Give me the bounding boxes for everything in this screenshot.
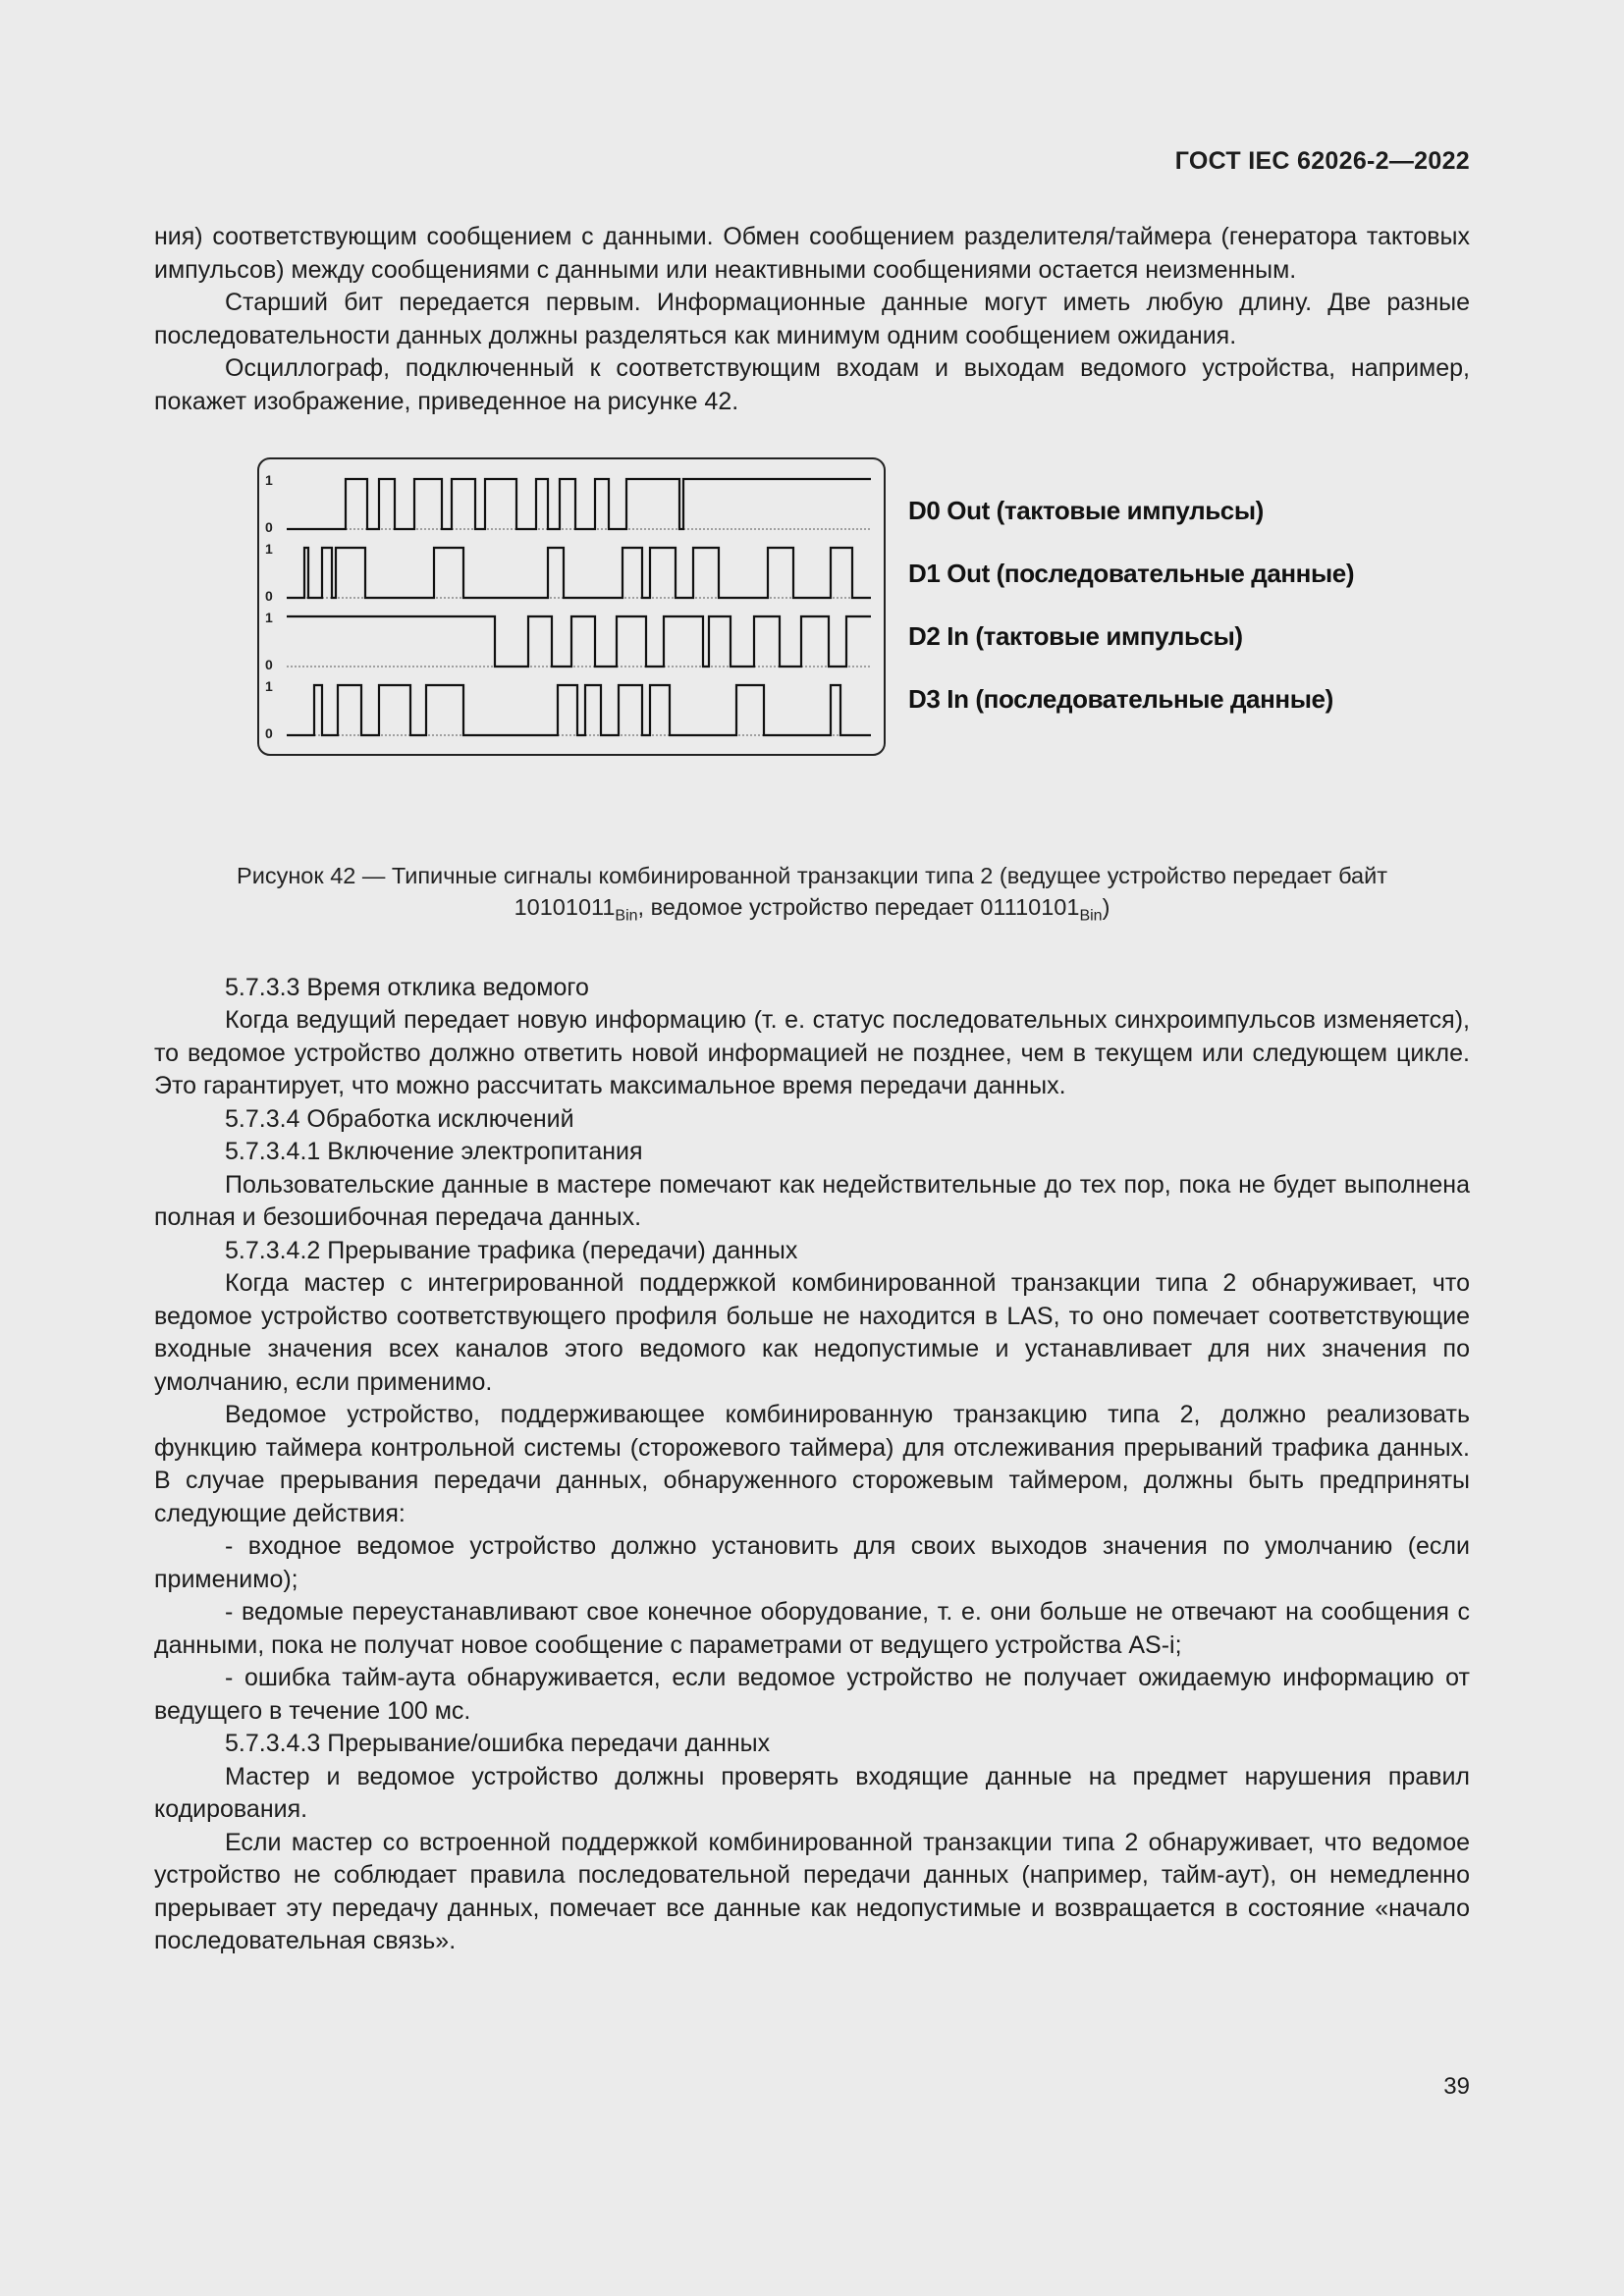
figure-caption — [154, 860, 1470, 933]
level-label-0: 0 — [265, 657, 273, 672]
page-number: 39 — [1443, 2073, 1470, 2100]
caption-text: ) — [1102, 894, 1110, 920]
paragraph: Осциллограф, подключенный к соответствующим входам и выходам ведомого устройства, например, покажет изображение, приведенное на рисунке 42. — [154, 354, 1470, 415]
section-heading: 5.7.3.3 Время отклика ведомого — [225, 973, 589, 1001]
signal-d1-out — [287, 548, 871, 598]
caption-line-2 — [154, 891, 1470, 933]
figure-42 — [154, 457, 1470, 860]
level-labels — [265, 472, 273, 741]
caption-subscript: Bin — [615, 907, 638, 925]
dotted-baselines — [287, 529, 871, 735]
level-label-0: 0 — [265, 588, 273, 604]
paragraph: Старший бит передается первым. Информационные данные могут иметь любую длину. Две разные последовательности данных должны разделяться как минимум одним сообщением ожидания. — [154, 289, 1470, 349]
section-heading: 5.7.3.4 Обработка исключений — [225, 1104, 574, 1133]
paragraph: ния) соответствующим сообщением с данными. Обмен сообщением разделителя/таймера (генератора тактовых импульсов) между сообщениями с данными или неактивными сообщениями остается неизменным. — [154, 223, 1470, 284]
document-header: ГОСТ IEC 62026-2—2022 — [1174, 147, 1470, 175]
caption-slave-byte: 01110101 — [980, 894, 1080, 920]
level-label-1: 1 — [265, 541, 273, 557]
level-label-1: 1 — [265, 610, 273, 625]
oscilloscope-frame — [258, 458, 885, 755]
paragraph: Когда мастер с интегрированной поддержкой комбинированной транзакции типа 2 обнаруживает, что ведомое устройство соответствующего профиля больше не находится в LAS, то оно помечает соответствующие входные значения всех каналов этого ведомого как недопустимые и устанавливает для них значения по умолчанию, если применимо. — [154, 1269, 1470, 1396]
list-item: - ведомые переустанавливают свое конечное оборудование, т. е. они больше не отвечают на сообщения с данными, пока не получат новое сообщение с параметрами от ведущего устройства AS-i; — [154, 1598, 1470, 1659]
page-content — [154, 221, 1470, 1958]
section-heading: 5.7.3.4.3 Прерывание/ошибка передачи данных — [225, 1730, 771, 1758]
paragraph: Пользовательские данные в мастере помечают как недействительные до тех пор, пока не будет выполнена полная и безошибочная передача данных. — [154, 1170, 1470, 1232]
signal-d0-out — [287, 479, 871, 529]
paragraph: Мастер и ведомое устройство должны проверять входящие данные на предмет нарушения правил кодирования. — [154, 1762, 1470, 1824]
signal-d2-in — [287, 616, 871, 667]
list-item: - входное ведомое устройство должно установить для своих выходов значения по умолчанию (если применимо); — [154, 1532, 1470, 1593]
signal-d3-in — [287, 685, 871, 735]
paragraph: Если мастер со встроенной поддержкой комбинированной транзакции типа 2 обнаруживает, что ведомое устройство не соблюдает правила последовательной передачи данных (например, тайм-аут), он немедленно прерывает эту передачу данных, помечает все данные как недопустимые и возвращается в состояние «начало последовательная связь». — [154, 1828, 1470, 1955]
oscilloscope-diagram — [257, 457, 886, 756]
legend-d3-in: D3 In (последовательные данные) — [908, 684, 1333, 714]
section-heading: 5.7.3.4.2 Прерывание трафика (передачи) данных — [225, 1236, 798, 1264]
paragraph: Ведомое устройство, поддерживающее комбинированную транзакцию типа 2, должно реализовать функцию таймера контрольной системы (сторожевого таймера) для отслеживания прерываний трафика данных. В случае прерывания передачи данных, обнаруженного сторожевым таймером, должны быть предприняты следующие действия: — [154, 1401, 1470, 1527]
legend-d0-out: D0 Out (тактовые импульсы) — [908, 496, 1264, 525]
level-label-0: 0 — [265, 725, 273, 741]
caption-text: , ведомое устройство передает — [637, 894, 981, 920]
legend-d2-in: D2 In (тактовые импульсы) — [908, 621, 1243, 651]
caption-subscript: Bin — [1079, 907, 1103, 925]
caption-line-1: Рисунок 42 — Типичные сигналы комбинированной транзакции типа 2 (ведущее устройство передает байт — [237, 863, 1387, 888]
paragraph: Когда ведущий передает новую информацию (т. е. статус последовательных синхроимпульсов изменяется), то ведомое устройство должно ответить новой информацией не позднее, чем в текущем или следующем цикле. Это гарантирует, что можно рассчитать максимальное время передачи данных. — [154, 1006, 1470, 1100]
level-label-0: 0 — [265, 519, 273, 535]
level-label-1: 1 — [265, 472, 273, 488]
caption-master-byte: 10101011 — [514, 894, 616, 920]
section-heading: 5.7.3.4.1 Включение электропитания — [225, 1138, 643, 1166]
legend-d1-out: D1 Out (последовательные данные) — [908, 559, 1355, 588]
list-item: - ошибка тайм-аута обнаруживается, если ведомое устройство не получает ожидаемую информацию от ведущего в течение 100 мс. — [154, 1664, 1470, 1725]
level-label-1: 1 — [265, 678, 273, 694]
